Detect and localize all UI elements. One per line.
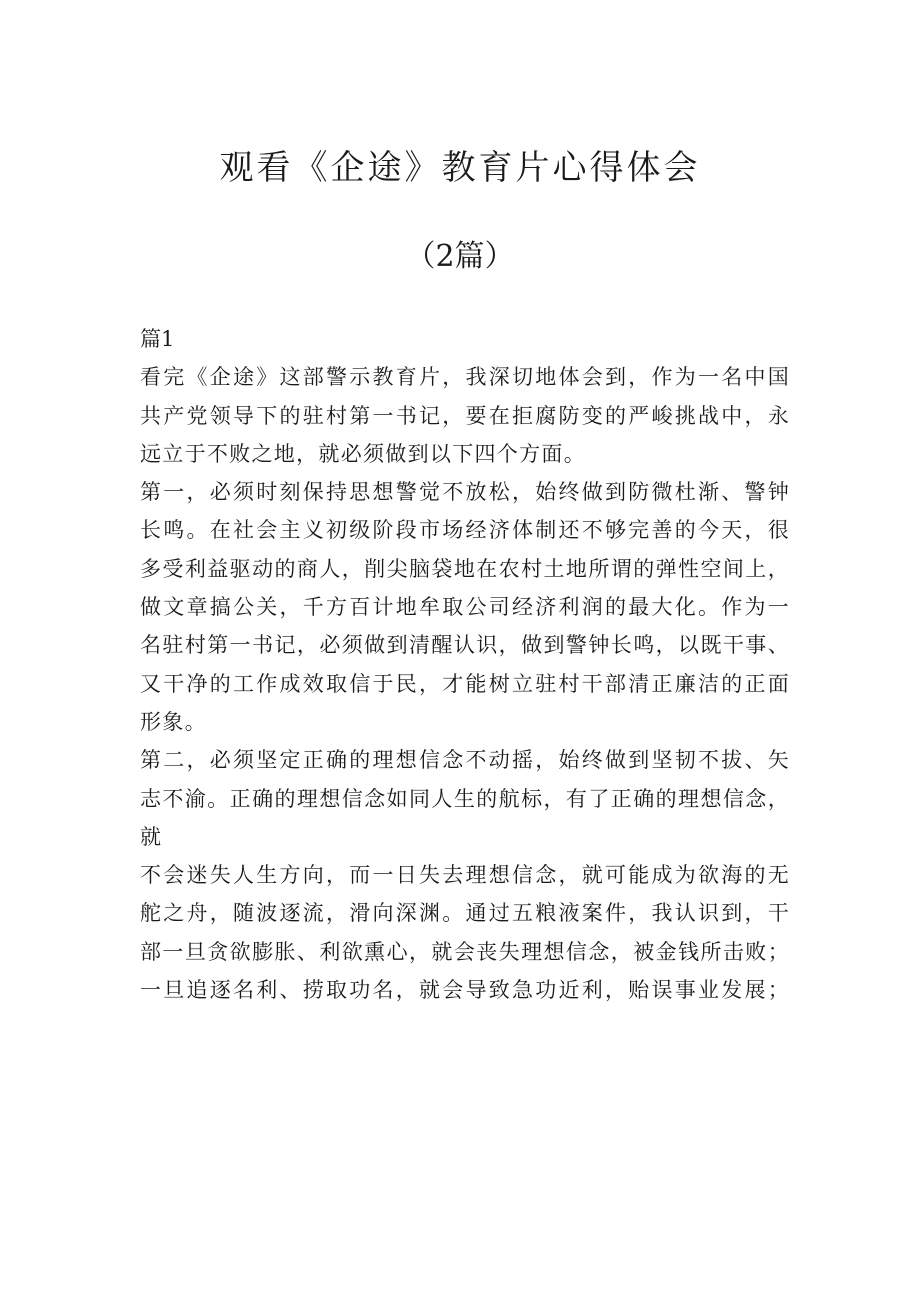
body-line: 第一，必须时刻保持思想警觉不放松，始终做到防微杜渐、警钟 [140,480,790,505]
section-label: 篇1 [140,327,175,351]
document-title: 观看《企途》教育片心得体会 [219,148,701,188]
body-line: 多受利益驱动的商人，削尖脑袋地在农村土地所谓的弹性空间上， [140,556,790,581]
body-line: 长鸣。在社会主义初级阶段市场经济体制还不够完善的今天，很 [140,518,790,543]
body-line: 看完《企途》这部警示教育片，我深切地体会到，作为一名中国 [140,365,790,390]
body-line: 志不渝。正确的理想信念如同人生的航标，有了正确的理想信念， [140,786,790,811]
body-line: 形象。 [140,709,207,734]
body-line: 共产党领导下的驻村第一书记，要在拒腐防变的严峻挑战中，永 [140,403,790,428]
body-line: 不会迷失人生方向，而一日失去理想信念，就可能成为欲海的无 [140,863,790,888]
document-body [140,320,790,1009]
body-line: 舵之舟，随波逐流，滑向深渊。通过五粮液案件，我认识到，干 [140,901,790,926]
body-line: 远立于不败之地，就必须做到以下四个方面。 [140,441,586,466]
body-line: 部一旦贪欲膨胀、利欲熏心，就会丧失理想信念，被金钱所击败； [140,939,790,964]
body-line: 又干净的工作成效取信于民，才能树立驻村干部清正廉洁的正面 [140,671,790,696]
document-subtitle: （2篇） [405,239,515,274]
body-line: 做文章搞公关，千方百计地牟取公司经济利润的最大化。作为一 [140,595,790,620]
body-line: 名驻村第一书记，必须做到清醒认识，做到警钟长鸣，以既干事、 [140,633,790,658]
body-line: 第二，必须坚定正确的理想信念不动摇，始终做到坚韧不拔、矢 [140,748,790,773]
body-line: 一旦追逐名利、捞取功名，就会导致急功近利，贻误事业发展； [140,978,790,1003]
body-line: 就 [140,824,163,849]
